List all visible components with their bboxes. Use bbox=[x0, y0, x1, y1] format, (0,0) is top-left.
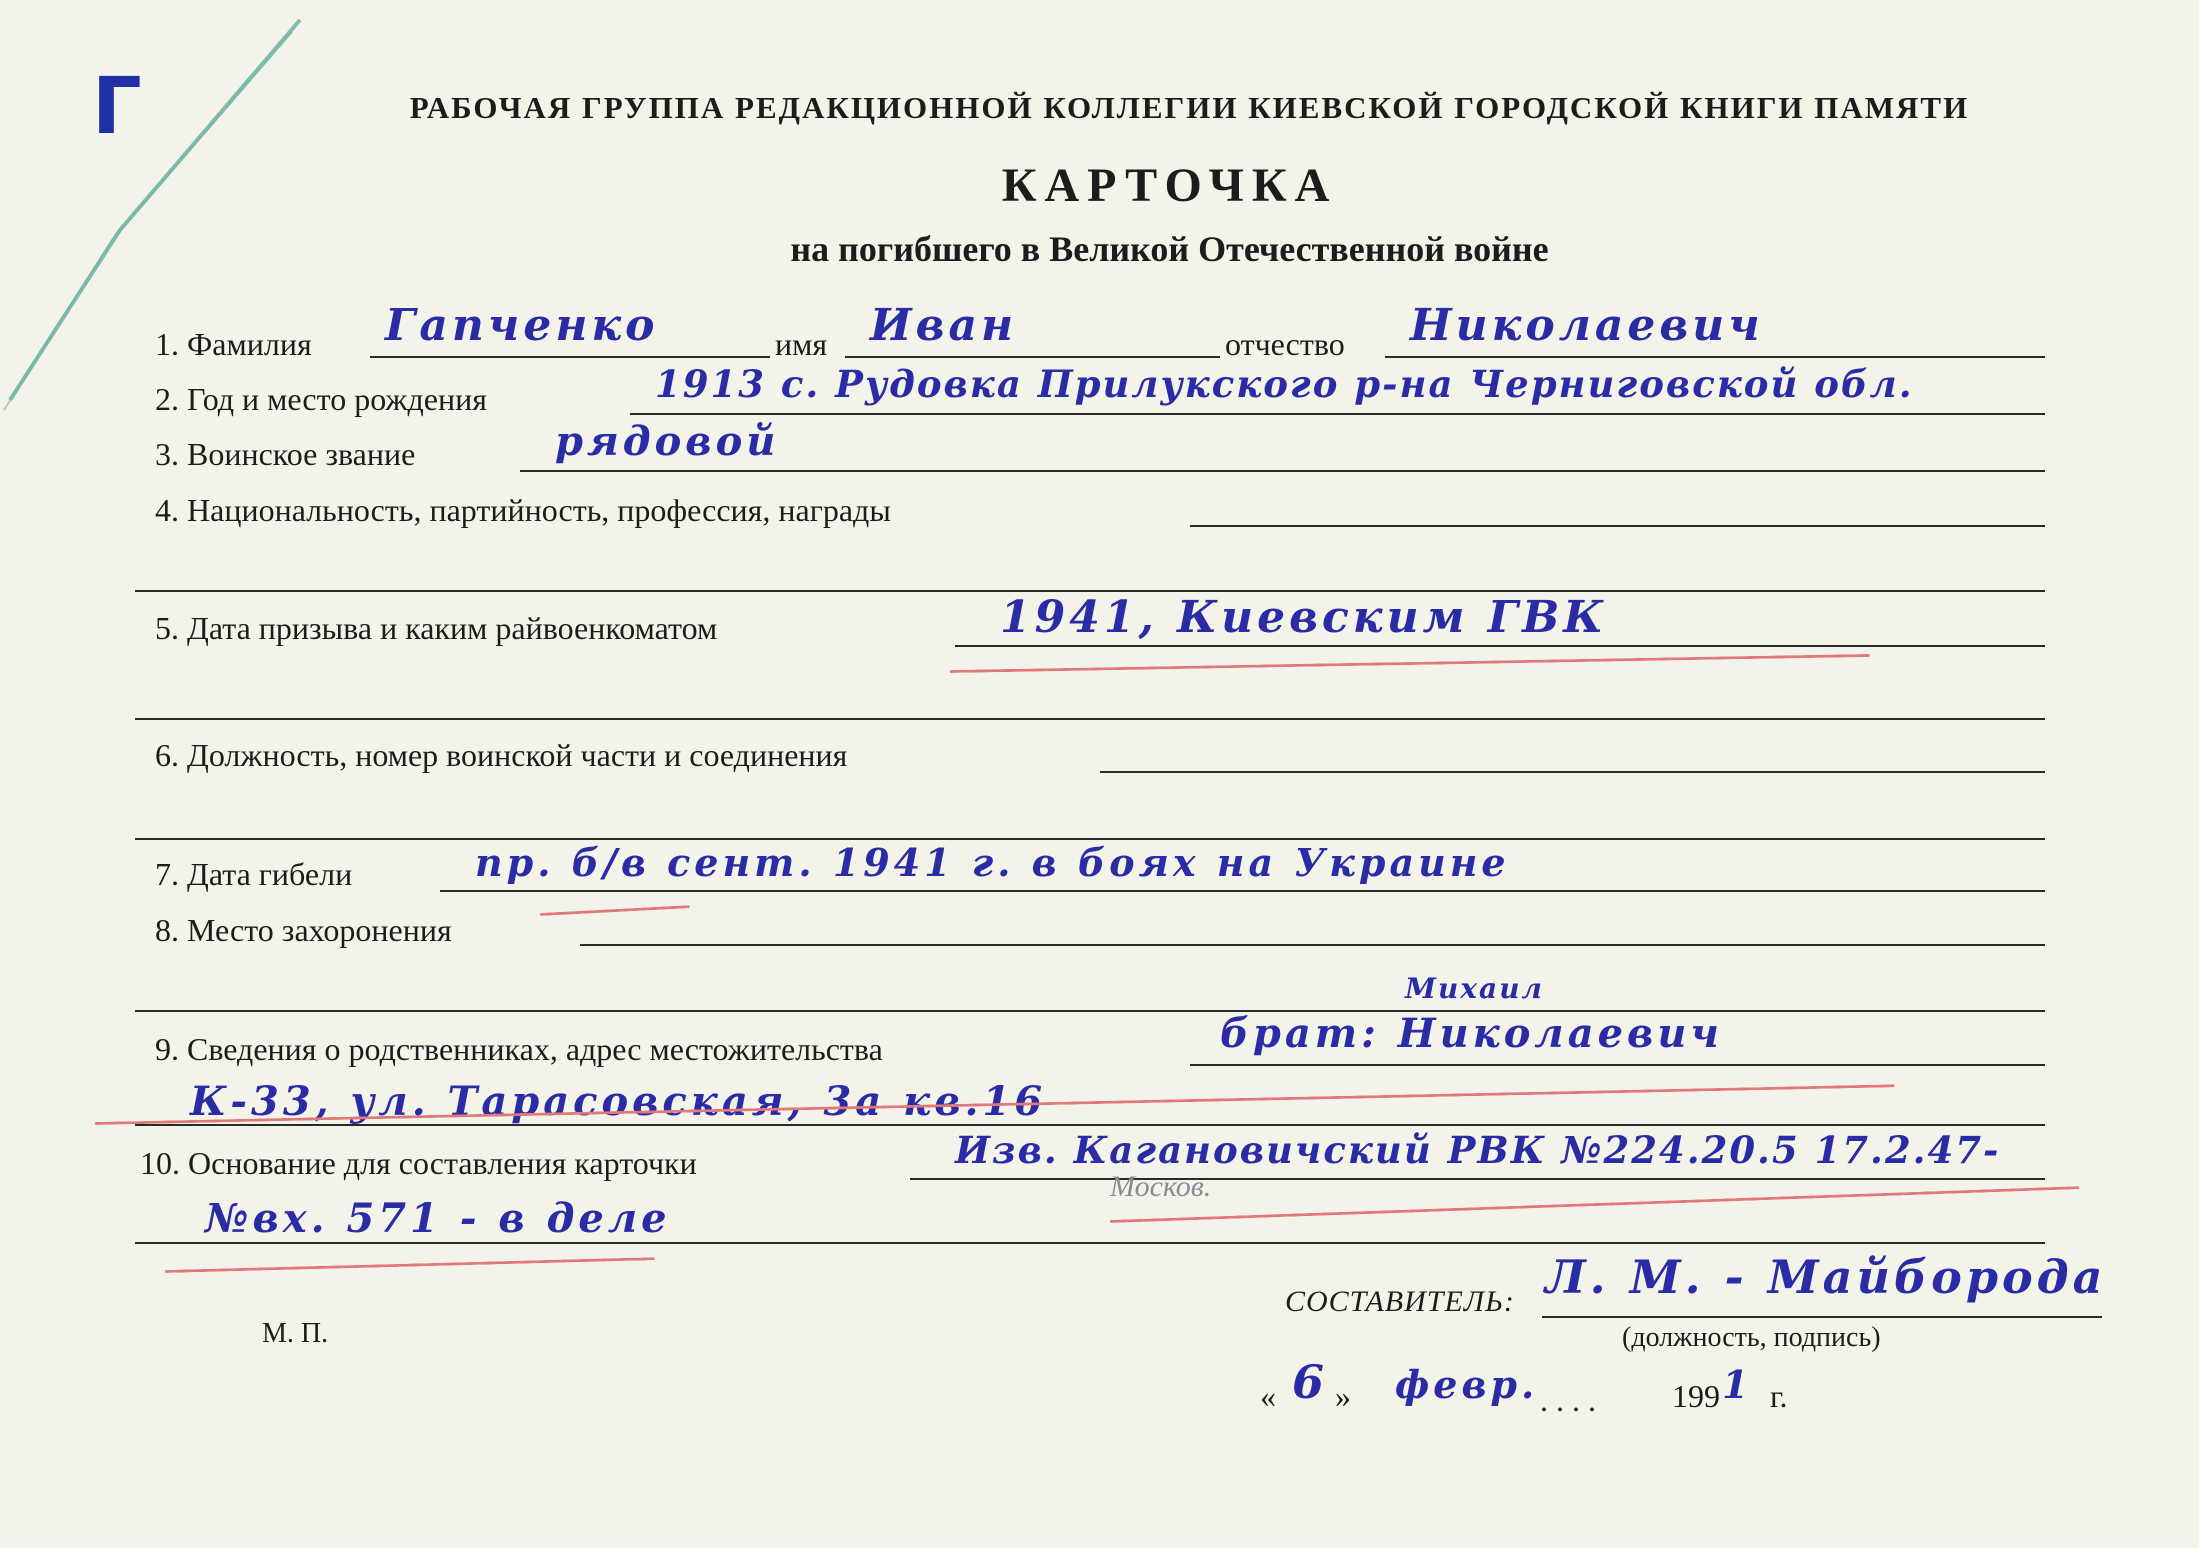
basis-value-1: Изв. Кагановичский РВК №224.20.5 17.2.47- bbox=[955, 1128, 2001, 1172]
composer-caption: (должность, подпись) bbox=[1622, 1322, 1881, 1353]
conscription-label: 5. Дата призыва и каким райвоенкоматом bbox=[155, 610, 718, 646]
basis-value-2: №вх. 571 - в деле bbox=[205, 1195, 671, 1242]
conscription-line-2 bbox=[135, 718, 2045, 720]
birth-label: 2. Год и место рождения bbox=[155, 381, 487, 417]
nationality-label: 4. Национальность, партийность, профессия, награды bbox=[155, 492, 891, 528]
birth-line bbox=[630, 413, 2045, 415]
relatives-value-2: К-33, ул. Тарасовская, 3а кв.16 bbox=[190, 1078, 1047, 1125]
nationality-line bbox=[1190, 525, 2045, 527]
name-value: Иван bbox=[870, 300, 1018, 351]
date-month: февр. bbox=[1395, 1362, 1539, 1407]
composer-label: СОСТАВИТЕЛЬ: bbox=[1285, 1285, 1515, 1318]
card-title: КАРТОЧКА bbox=[1001, 159, 1338, 212]
rank-line bbox=[520, 470, 2045, 472]
burial-label: 8. Место захоронения bbox=[155, 912, 452, 948]
rank-value: рядовой bbox=[555, 418, 780, 465]
death-line bbox=[440, 890, 2045, 892]
date-close-quote: » bbox=[1335, 1378, 1351, 1414]
birth-value: 1913 с. Рудовка Прилукского р-на Черниговской обл. bbox=[655, 362, 1914, 406]
patronymic-value: Николаевич bbox=[1410, 300, 1764, 351]
red-underline bbox=[950, 654, 1870, 673]
death-label: 7. Дата гибели bbox=[155, 856, 353, 892]
year-prefix: 199 bbox=[1672, 1378, 1720, 1414]
burial-line bbox=[580, 944, 2045, 946]
date-day: 6 bbox=[1292, 1355, 1329, 1409]
patronymic-label: отчество bbox=[1225, 326, 1345, 362]
position-label: 6. Должность, номер воинской части и соединения bbox=[155, 737, 848, 773]
basis-label: 10. Основание для составления карточки bbox=[140, 1145, 697, 1181]
relatives-label: 9. Сведения о родственниках, адрес местожительства bbox=[155, 1031, 883, 1067]
burial-line-2 bbox=[135, 1010, 2045, 1012]
name-line bbox=[845, 356, 1220, 358]
corner-mark: Г bbox=[92, 62, 142, 152]
basis-line-2 bbox=[135, 1242, 2045, 1244]
conscription-line bbox=[955, 645, 2045, 647]
signature: Л. М. - Майборода bbox=[1545, 1250, 2107, 1304]
red-underline bbox=[540, 905, 690, 916]
card-subtitle: на погибшего в Великой Отечественной войне bbox=[790, 229, 1549, 269]
stamp-place: М. П. bbox=[262, 1318, 329, 1349]
basis-insert: Москов. bbox=[1110, 1170, 1212, 1203]
surname-label: 1. Фамилия bbox=[155, 326, 312, 362]
composer-line bbox=[1542, 1316, 2102, 1318]
conscription-value: 1941, Киевским ГВК bbox=[1000, 592, 1608, 643]
relatives-value-1: брат: Николаевич bbox=[1220, 1010, 1724, 1057]
death-value: пр. б/в сент. 1941 г. в боях на Украине bbox=[475, 840, 1510, 885]
name-label: имя bbox=[775, 326, 828, 362]
red-underline bbox=[1110, 1186, 2080, 1223]
relatives-line bbox=[1190, 1064, 2045, 1066]
date-open-quote: « bbox=[1260, 1378, 1276, 1414]
surname-value: Гапченко bbox=[385, 300, 659, 351]
basis-line bbox=[910, 1178, 2045, 1180]
surname-line bbox=[370, 356, 770, 358]
rank-label: 3. Воинское звание bbox=[155, 436, 416, 472]
card-header: РАБОЧАЯ ГРУППА РЕДАКЦИОННОЙ КОЛЛЕГИИ КИЕВСКОЙ ГОРОДСКОЙ КНИГИ ПАМЯТИ bbox=[409, 90, 1970, 125]
date-dots: . . . . bbox=[1540, 1382, 1596, 1418]
relatives-insert: Михаил bbox=[1405, 972, 1545, 1005]
year-suffix: г. bbox=[1770, 1378, 1788, 1414]
year-digit: 1 bbox=[1722, 1362, 1753, 1407]
patronymic-line bbox=[1385, 356, 2045, 358]
relatives-line-2 bbox=[135, 1124, 2045, 1126]
red-underline bbox=[165, 1257, 655, 1273]
position-line bbox=[1100, 771, 2045, 773]
